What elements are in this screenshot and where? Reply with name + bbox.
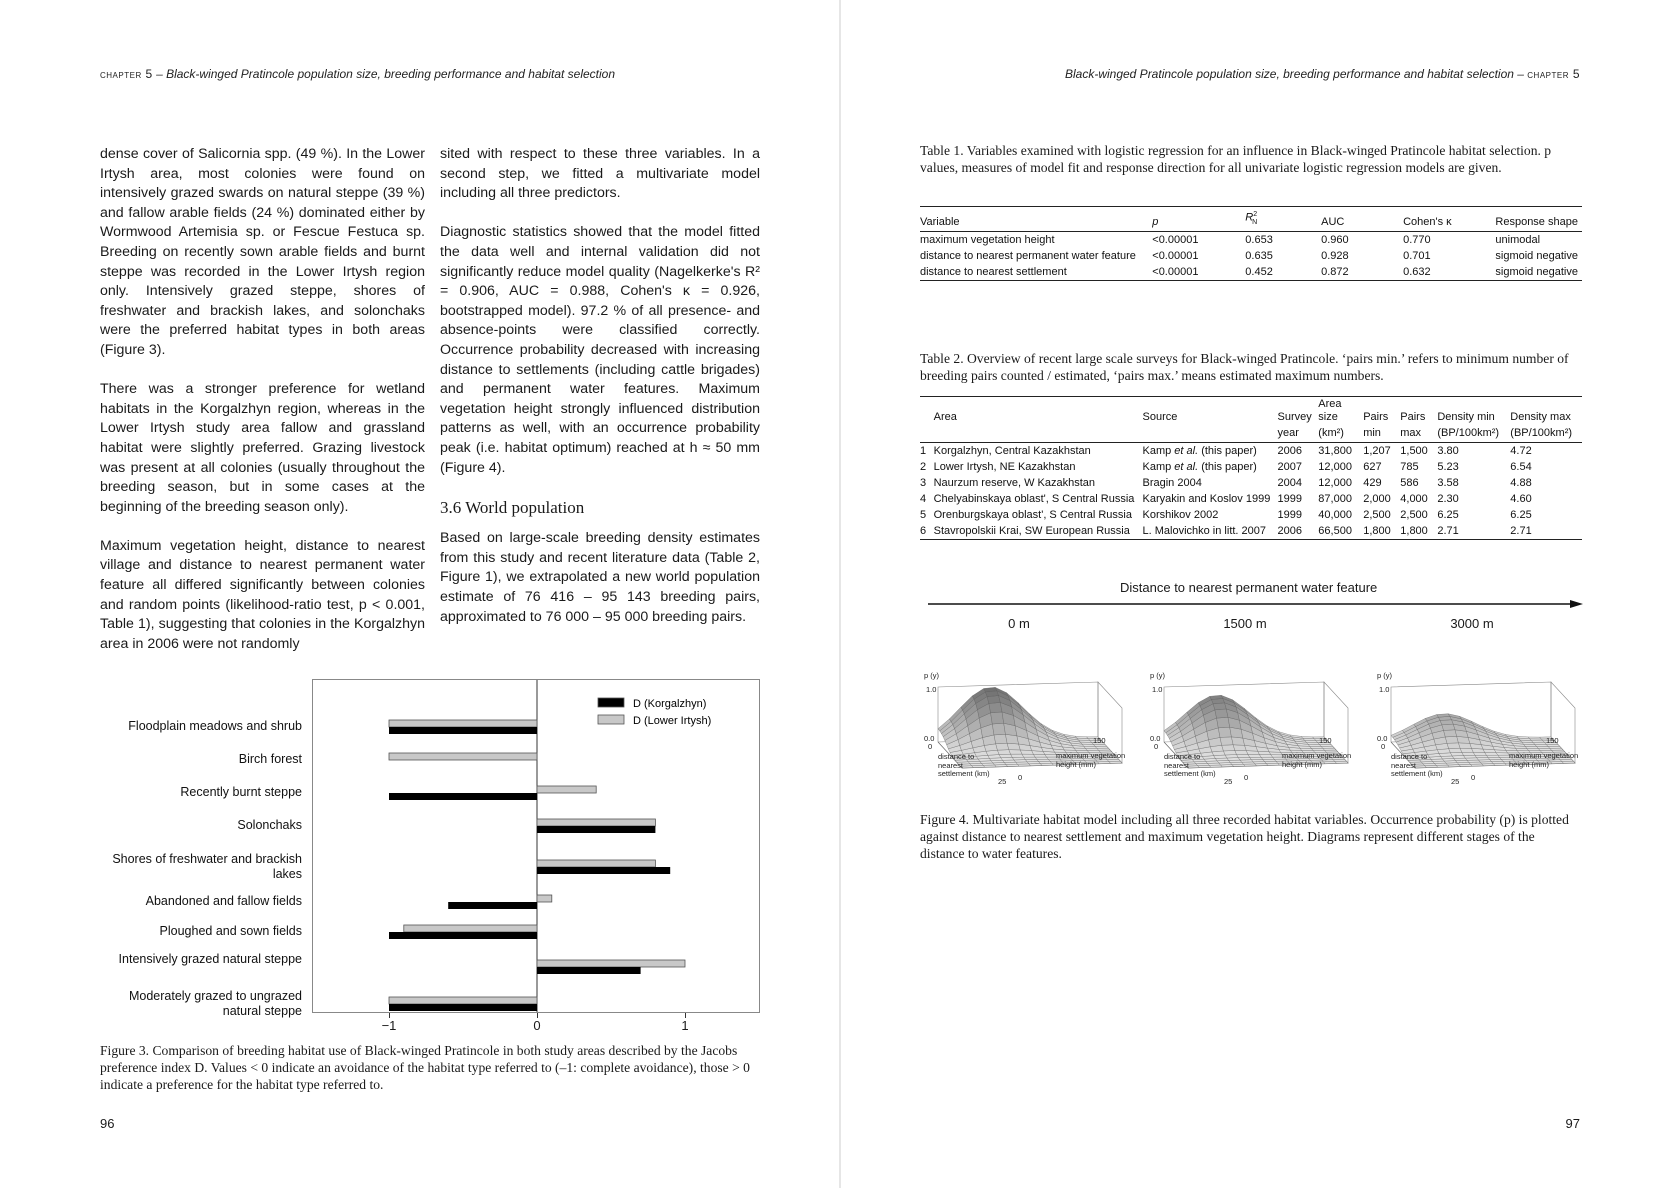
running-head-left (100, 67, 615, 81)
table-2-cell: 2007 (1277, 461, 1302, 473)
surface-cell (1460, 748, 1473, 752)
surface-cell (1233, 745, 1246, 751)
surface-cell (1009, 750, 1022, 754)
table-1 (920, 206, 1582, 281)
figure-3-plot-frame (312, 679, 760, 1013)
bar-korgalzhyn (537, 967, 641, 974)
z-axis-label: p (y) (924, 671, 939, 680)
body-column-1 (100, 145, 425, 674)
table-2-cell: 2,500 (1400, 509, 1428, 521)
table-2-cell: Stavropolskii Krai, SW European Russia (934, 523, 1143, 540)
x-axis-tick: 25 (1224, 777, 1233, 786)
surface-cell (1533, 743, 1546, 745)
paragraph: There was a stronger preference for wetland habitats in the Korgalzhyn region, whereas in the Lower Irtysh study area fallow and grassland habitat were slightly preferred. Grazing livestock was present at all colonies (usually throughout the breeding season, but in some cases at the beginning of the breeding season only). (100, 381, 425, 515)
category-label: Birch forest (238, 752, 302, 766)
surface-cell (1321, 746, 1334, 748)
table-2-row (920, 459, 1582, 475)
surface-cell (1477, 758, 1490, 760)
table-2-column-header: Pairs (1363, 397, 1400, 427)
table-1-column-header: Response shape (1495, 207, 1582, 232)
table-2-caption (920, 350, 1580, 384)
paragraph: Based on large-scale breeding density estimates from this study and recent literature data (Table 2, Figure 1), we extrapolated a new world population estimate of 76 416 – 95 143 breeding pairs, approximated to 76 000 – 95 000 breeding pairs. (440, 530, 760, 625)
x-axis-tick: 25 (998, 777, 1007, 786)
figure-4-panel-label: 1500 m (1223, 616, 1267, 631)
bar-korgalzhyn (389, 727, 537, 734)
table-2-column-header: Density max (1510, 397, 1582, 427)
table-2-cell: 1999 (1277, 509, 1302, 521)
running-title: – Black-winged Pratincole population size, breeding performance and habitat selection (152, 67, 616, 81)
table-2-cell: 12,000 (1318, 477, 1352, 489)
chapter-label: chapter 5 (100, 67, 153, 81)
x-axis-tick: 0 (1018, 773, 1023, 782)
z-axis-label: p (y) (1150, 671, 1165, 680)
legend-swatch (598, 715, 624, 724)
table-1-cell: sigmoid negative (1495, 264, 1582, 281)
surface-cell (1473, 752, 1486, 755)
surface-cell (1237, 754, 1250, 757)
x-axis-label: distance to nearest settlement (km) (938, 752, 990, 778)
z-axis-tick: 1.0 (926, 685, 937, 694)
table-2-column-header (920, 426, 934, 443)
table-2-row (920, 475, 1582, 491)
table-1-row (920, 248, 1582, 264)
table-2-row (920, 443, 1582, 460)
surface-cell (997, 750, 1010, 755)
category-label: Moderately grazed to ungrazed natural steppe (128, 989, 302, 1018)
bar-lower-irtysh (404, 925, 537, 932)
x-axis-label: distance to nearest settlement (km) (1391, 752, 1443, 778)
z-axis-tick: 0.0 (1150, 734, 1161, 743)
table-2-cell: 4.72 (1510, 445, 1532, 457)
bar-korgalzhyn (537, 867, 670, 874)
table-2-cell: 1,500 (1400, 445, 1428, 457)
x-tick-label: −1 (381, 1018, 397, 1033)
table-2-cell: Bragin 2004 (1142, 477, 1202, 489)
table-1-body (920, 231, 1582, 280)
bar-lower-irtysh (537, 786, 596, 793)
body-column-2 (440, 145, 760, 647)
table-2-caption-text: Overview of recent large scale surveys for Black-winged Pratincole. ‘pairs min.’ refers to minimum number of breeding pairs counted / estimated, ‘pairs max.’ means estimated maximum numbers. (920, 351, 1569, 383)
bar-korgalzhyn (389, 793, 537, 800)
table-1-cell: maximum vegetation height (920, 233, 1055, 246)
table-2-cell: 5 (920, 509, 927, 521)
surface-cell (1218, 727, 1231, 737)
surface-cell (1486, 755, 1499, 757)
bar-lower-irtysh (537, 960, 685, 967)
table-1-cell: distance to nearest settlement (920, 264, 1152, 281)
bar-lower-irtysh (537, 819, 655, 826)
table-1-cell: sigmoid negative (1495, 249, 1578, 262)
table-2-column-header (1143, 426, 1278, 443)
y-axis-tick: 150 (1093, 736, 1106, 745)
figure-4-title: Distance to nearest permanent water feature (1120, 580, 1378, 595)
figure-3-caption (100, 1042, 762, 1093)
table-2-column-header: (BP/100km²) (1510, 426, 1582, 443)
surface-cell (1012, 757, 1025, 760)
surface-cell (1310, 746, 1323, 748)
category-label: Ploughed and sown fields (159, 924, 302, 938)
surface-cell (1485, 752, 1498, 755)
surface-cell (1250, 757, 1263, 760)
table-1-cell: <0.00001 (1152, 249, 1199, 262)
paragraph: dense cover of Salicornia spp. (49 %). In the Lower Irtysh area, most colonies were found on intensively grazed swards on natural steppe (39 %) and fallow arable fields (24 %) dominated either by Wormwood Artemisia sp. or Fescue Festuca sp. Breeding on recently sown arable fields and burnt steppe was recorded in the Lower Irtysh region only. Intensively grazed steppe, shores of freshwater and brackish lakes, and solonchaks were the preferred habitat types in both areas (Figure 3). (100, 146, 425, 358)
left-page (0, 0, 839, 1188)
table-1-header-row (920, 207, 1582, 232)
figure-4-arrow (928, 598, 1583, 610)
surface-cell (1217, 717, 1230, 728)
table-2-cell: 1,207 (1363, 445, 1391, 457)
table-1-cell: <0.00001 (1152, 233, 1199, 246)
surface-cell (1223, 751, 1236, 755)
surface-cell (1037, 759, 1050, 761)
z-axis-tick: 0.0 (1377, 734, 1388, 743)
surface-cell (1444, 730, 1457, 737)
surface-cell (994, 734, 1007, 743)
figure-3-caption-lead: Figure 3. (100, 1043, 150, 1058)
surface-cell (1225, 755, 1238, 758)
table-2-cell: 31,800 (1318, 445, 1352, 457)
running-title: Black-winged Pratincole population size, breeding performance and habitat selection – (1064, 67, 1528, 81)
surface-cell (989, 702, 1002, 712)
bar-korgalzhyn (389, 932, 537, 939)
surface-cell (999, 754, 1012, 758)
table-2-cell: 2004 (1277, 477, 1302, 489)
bar-korgalzhyn (389, 1004, 537, 1011)
table-2-cell: 3.58 (1437, 477, 1459, 489)
table-2-cell: Korshikov 2002 (1142, 509, 1219, 521)
table-2-row (920, 523, 1582, 540)
surface-cell (1235, 751, 1248, 755)
table-2-cell: 6.25 (1437, 509, 1459, 521)
surface-cell (1475, 755, 1488, 758)
surface-cell (1458, 743, 1471, 749)
surface-cell (1488, 757, 1501, 759)
table-2-cell: 1,800 (1363, 523, 1400, 540)
surface-cell (1530, 739, 1543, 741)
surface-cell (1496, 753, 1509, 755)
table-2-cell: 40,000 (1318, 509, 1352, 521)
table-1-caption-text: Variables examined with logistic regression for an influence in Black-winged Pratincole habitat selection. p values, measures of model fit and response direction for all univariate logistic regression models are given. (920, 143, 1552, 175)
paragraph: Diagnostic statistics showed that the model fitted the data well and internal validation did not significantly reduce model quality (Nagelkerke's R² = 0.906, AUC = 0.988, Cohen's κ = 0.926, bootstrapped model). 97.2 % of all presence- and absence-points were classified correctly. Occurrence probability decreased with increasing distance to settlements (including cattle brigades) and permanent water features. Maximum vegetation height strongly influenced distribution patterns as well, with an occurrence probability peak (i.e. habitat optimum) reached at h ≈ 50 mm (Figure 4). (440, 224, 760, 476)
table-1-cell: 0.872 (1321, 264, 1403, 281)
legend-swatch (598, 698, 624, 707)
figure-4-caption-lead: Figure 4. (920, 812, 970, 827)
figure-4-caption (920, 811, 1582, 862)
table-2-cell: 627 (1363, 461, 1382, 473)
bar-korgalzhyn (448, 902, 537, 909)
table-2-column-header: Source (1143, 397, 1278, 427)
surface-cell (1449, 748, 1462, 753)
surface-cell (1462, 752, 1475, 755)
z-axis-label: p (y) (1377, 671, 1392, 680)
table-2-cell: 1,800 (1400, 523, 1437, 540)
surface-cell (1464, 755, 1477, 758)
surface-cell (1532, 741, 1545, 743)
table-2-cell: 429 (1363, 477, 1382, 489)
x-tick-label: 1 (681, 1018, 689, 1033)
category-label: Floodplain meadows and shrub (128, 719, 302, 733)
surface-cell (1213, 703, 1226, 710)
table-2-cell: 2006 (1277, 445, 1302, 457)
table-1-column-header: AUC (1321, 207, 1403, 232)
surface-cell (1251, 760, 1264, 762)
table-2-cell: 6.25 (1510, 509, 1532, 521)
table-2-cell: 6 (920, 523, 934, 540)
surface-cell (1450, 752, 1463, 756)
table-2-cell: 2.71 (1510, 523, 1582, 540)
table-2-cell: 2,000 (1363, 493, 1391, 505)
surface-cell (992, 723, 1005, 735)
table-2-column-header: Survey (1278, 397, 1319, 427)
table-2-cell: Korgalzhyn, Central Kazakhstan (933, 445, 1091, 457)
category-label: Intensively grazed natural steppe (118, 952, 302, 966)
table-2-column-header: year (1278, 426, 1319, 443)
table-2-cell: Kamp et al. (this paper) (1142, 445, 1257, 457)
table-2-cell: 3 (920, 477, 927, 489)
table-2-cell: 785 (1400, 461, 1419, 473)
paragraph: sited with respect to these three variables. In a second step, we fitted a multivariate model including all three predictors. (440, 146, 760, 202)
surface-cell (1528, 737, 1541, 739)
figure-3-caption-text: Comparison of breeding habitat use of Black-winged Pratincole in both study areas described by the Jacobs preference index D. Values < 0 indicate an avoidance of the habitat type referred to (–1: complete avoidance), those > 0 indicate a preference for the habitat type referred to. (100, 1043, 750, 1092)
z-axis-tick: 0 (1381, 742, 1386, 751)
table-1-cell: unimodal (1495, 233, 1541, 246)
table-2-cell: 66,500 (1318, 523, 1363, 540)
surface-cell (1445, 736, 1458, 743)
surface-cell (987, 696, 1000, 704)
table-2-cell: 5.23 (1437, 461, 1459, 473)
z-axis-tick: 1.0 (1379, 685, 1390, 694)
y-axis-label: maximum vegetation height (mm) (1509, 751, 1579, 769)
surface-cell (1442, 724, 1455, 730)
surface-cell (991, 712, 1004, 724)
running-head-right (1065, 67, 1580, 81)
table-1-column-header: Cohen's κ (1403, 207, 1495, 232)
y-axis-label: maximum vegetation height (mm) (1282, 751, 1352, 769)
table-2-column-header: max (1400, 426, 1437, 443)
table-1-row (920, 231, 1582, 248)
z-axis-tick: 0.0 (924, 734, 935, 743)
figure-4-caption-text: Multivariate habitat model including all three recorded habitat variables. Occurrence probability (p) is plotted against distance to nearest settlement and maximum vegetation height. Diagrams represent different stages of the distance to water features. (920, 812, 1569, 861)
category-label: Abandoned and fallow fields (145, 894, 302, 908)
table-2-cell: 12,000 (1318, 461, 1352, 473)
y-axis-label: maximum vegetation height (mm) (1056, 751, 1126, 769)
table-2-cell: 2 (920, 461, 927, 473)
legend-label: D (Korgalzhyn) (633, 698, 707, 710)
surface-cell (1035, 757, 1048, 759)
bar-lower-irtysh (537, 895, 552, 902)
table-2 (920, 396, 1582, 540)
z-axis-tick: 1.0 (1152, 685, 1163, 694)
surface-cell (1437, 714, 1450, 717)
table-2-cell: L. Malovichko in litt. 2007 (1143, 523, 1278, 540)
category-label: Recently burnt steppe (180, 785, 302, 799)
table-1-column-header: Variable (920, 207, 1152, 232)
table-2-cell: 1 (920, 445, 927, 457)
bar-lower-irtysh (389, 753, 537, 760)
table-2-cell: 4,000 (1400, 493, 1428, 505)
table-1-cell: 0.770 (1403, 233, 1431, 246)
x-axis-label: distance to nearest settlement (km) (1164, 752, 1216, 778)
surface-cell (1440, 720, 1453, 725)
table-2-column-header: Area size (1318, 397, 1363, 427)
table-2-column-header: (km²) (1318, 426, 1363, 443)
table-2-cell: 4.60 (1510, 493, 1532, 505)
table-1-cell: 0.452 (1245, 264, 1321, 281)
bar-lower-irtysh (389, 720, 537, 727)
surface-cell (1259, 755, 1272, 758)
table-2-column-header (934, 426, 1143, 443)
category-label: Shores of freshwater and brackish lakes (112, 852, 302, 881)
section-heading: 3.6 World population (440, 497, 585, 517)
surface-cell (1025, 759, 1038, 761)
x-axis-tick: 0 (1244, 773, 1249, 782)
legend-label: D (Lower Irtysh) (633, 715, 712, 727)
table-2-cell: Lower Irtysh, NE Kazakhstan (933, 461, 1076, 473)
table-2-caption-lead: Table 2. (920, 351, 964, 366)
table-1-cell: 0.635 (1245, 249, 1273, 262)
table-2-row (920, 491, 1582, 507)
surface-cell (1033, 754, 1046, 757)
surface-cell (1095, 746, 1108, 748)
table-2-cell: 2,500 (1363, 509, 1391, 521)
table-2-cell: 6.54 (1510, 461, 1532, 473)
table-2-cell: Kamp et al. (this paper) (1142, 461, 1257, 473)
table-2-body (920, 443, 1582, 540)
page-number-right: 97 (1565, 1116, 1580, 1131)
x-tick-label: 0 (533, 1018, 541, 1033)
table-2-cell: 2006 (1278, 523, 1319, 540)
table-2-cell: 2.30 (1437, 493, 1459, 505)
bar-korgalzhyn (537, 826, 655, 833)
surface-cell (1263, 759, 1276, 761)
table-2-cell: Naurzum reserve, W Kazakhstan (933, 477, 1095, 489)
surface-cell (1007, 743, 1020, 750)
table-1-cell: 0.701 (1403, 249, 1431, 262)
page-number-left: 96 (100, 1116, 115, 1131)
table-2-row (920, 507, 1582, 523)
z-axis-tick: 0 (928, 742, 933, 751)
figure-3-bar-chart (313, 680, 759, 1012)
table-1-cell: <0.00001 (1152, 264, 1245, 281)
x-axis-tick: 25 (1451, 777, 1460, 786)
table-1-cell: distance to nearest permanent water feature (920, 249, 1136, 262)
table-1-cell: 0.960 (1321, 233, 1349, 246)
surface-cell (1220, 737, 1233, 745)
table-2-cell: 4.88 (1510, 477, 1532, 489)
table-1-caption (920, 142, 1580, 176)
table-2-cell: 1999 (1277, 493, 1302, 505)
paragraph: Maximum vegetation height, distance to nearest village and distance to nearest permanent water feature all differed significantly between colonies and random points (likelihood-ratio test, p < 0.001, Table 1), suggesting that colonies in the Korgalzhyn area in 2006 were not randomly (100, 537, 425, 652)
surface-cell (1022, 754, 1035, 757)
surface-cell (1084, 746, 1097, 748)
table-1-caption-lead: Table 1. (920, 143, 964, 158)
table-2-cell: 87,000 (1318, 493, 1352, 505)
x-axis-tick: 0 (1471, 773, 1476, 782)
table-2-column-header: Density min (1437, 397, 1510, 427)
table-2-header-row (920, 397, 1582, 427)
bar-lower-irtysh (537, 860, 655, 867)
category-label: Solonchaks (237, 818, 302, 832)
z-axis-tick: 0 (1154, 742, 1159, 751)
surface-cell (1011, 754, 1024, 757)
table-1-column-header: p (1152, 207, 1245, 232)
table-2-cell: Orenburgskaya oblast', S Central Russia (933, 509, 1132, 521)
figure-4-panel-label: 3000 m (1450, 616, 1494, 631)
surface-cell (1248, 754, 1261, 757)
y-axis-tick: 150 (1319, 736, 1332, 745)
surface-cell (1215, 709, 1228, 718)
table-1-cell: 0.928 (1321, 249, 1349, 262)
table-1-column-header: $R^2_N$ (1245, 207, 1321, 232)
surface-cell (1537, 747, 1550, 749)
table-2-cell: 586 (1400, 477, 1419, 489)
chapter-label: chapter 5 (1527, 67, 1580, 81)
table-2-cell: Karyakin and Koslov 1999 (1142, 493, 1271, 505)
table-1-cell: 0.632 (1403, 264, 1495, 281)
table-2-column-header: min (1363, 426, 1400, 443)
table-2-cell: 3.80 (1437, 445, 1459, 457)
surface-cell (1024, 757, 1037, 760)
table-2-header-row (920, 426, 1582, 443)
table-2-column-header: (BP/100km²) (1437, 426, 1510, 443)
table-1-row (920, 264, 1582, 281)
surface-cell (1222, 745, 1235, 751)
table-1-cell: 0.653 (1245, 233, 1273, 246)
table-2-cell: 2.71 (1437, 523, 1510, 540)
table-2-column-header: Area (934, 397, 1143, 427)
y-axis-tick: 150 (1546, 736, 1559, 745)
surface-cell (1238, 757, 1251, 760)
surface-cell (1261, 757, 1274, 759)
table-2-column-header: Pairs (1400, 397, 1437, 427)
table-2-cell: 4 (920, 493, 927, 505)
surface-cell (996, 743, 1009, 750)
bar-lower-irtysh (389, 997, 537, 1004)
surface-cell (1447, 743, 1460, 749)
figure-4-panel-label: 0 m (1008, 616, 1030, 631)
table-2-column-header (920, 397, 934, 427)
table-2-cell: Chelyabinskaya oblast', S Central Russia (933, 493, 1135, 505)
